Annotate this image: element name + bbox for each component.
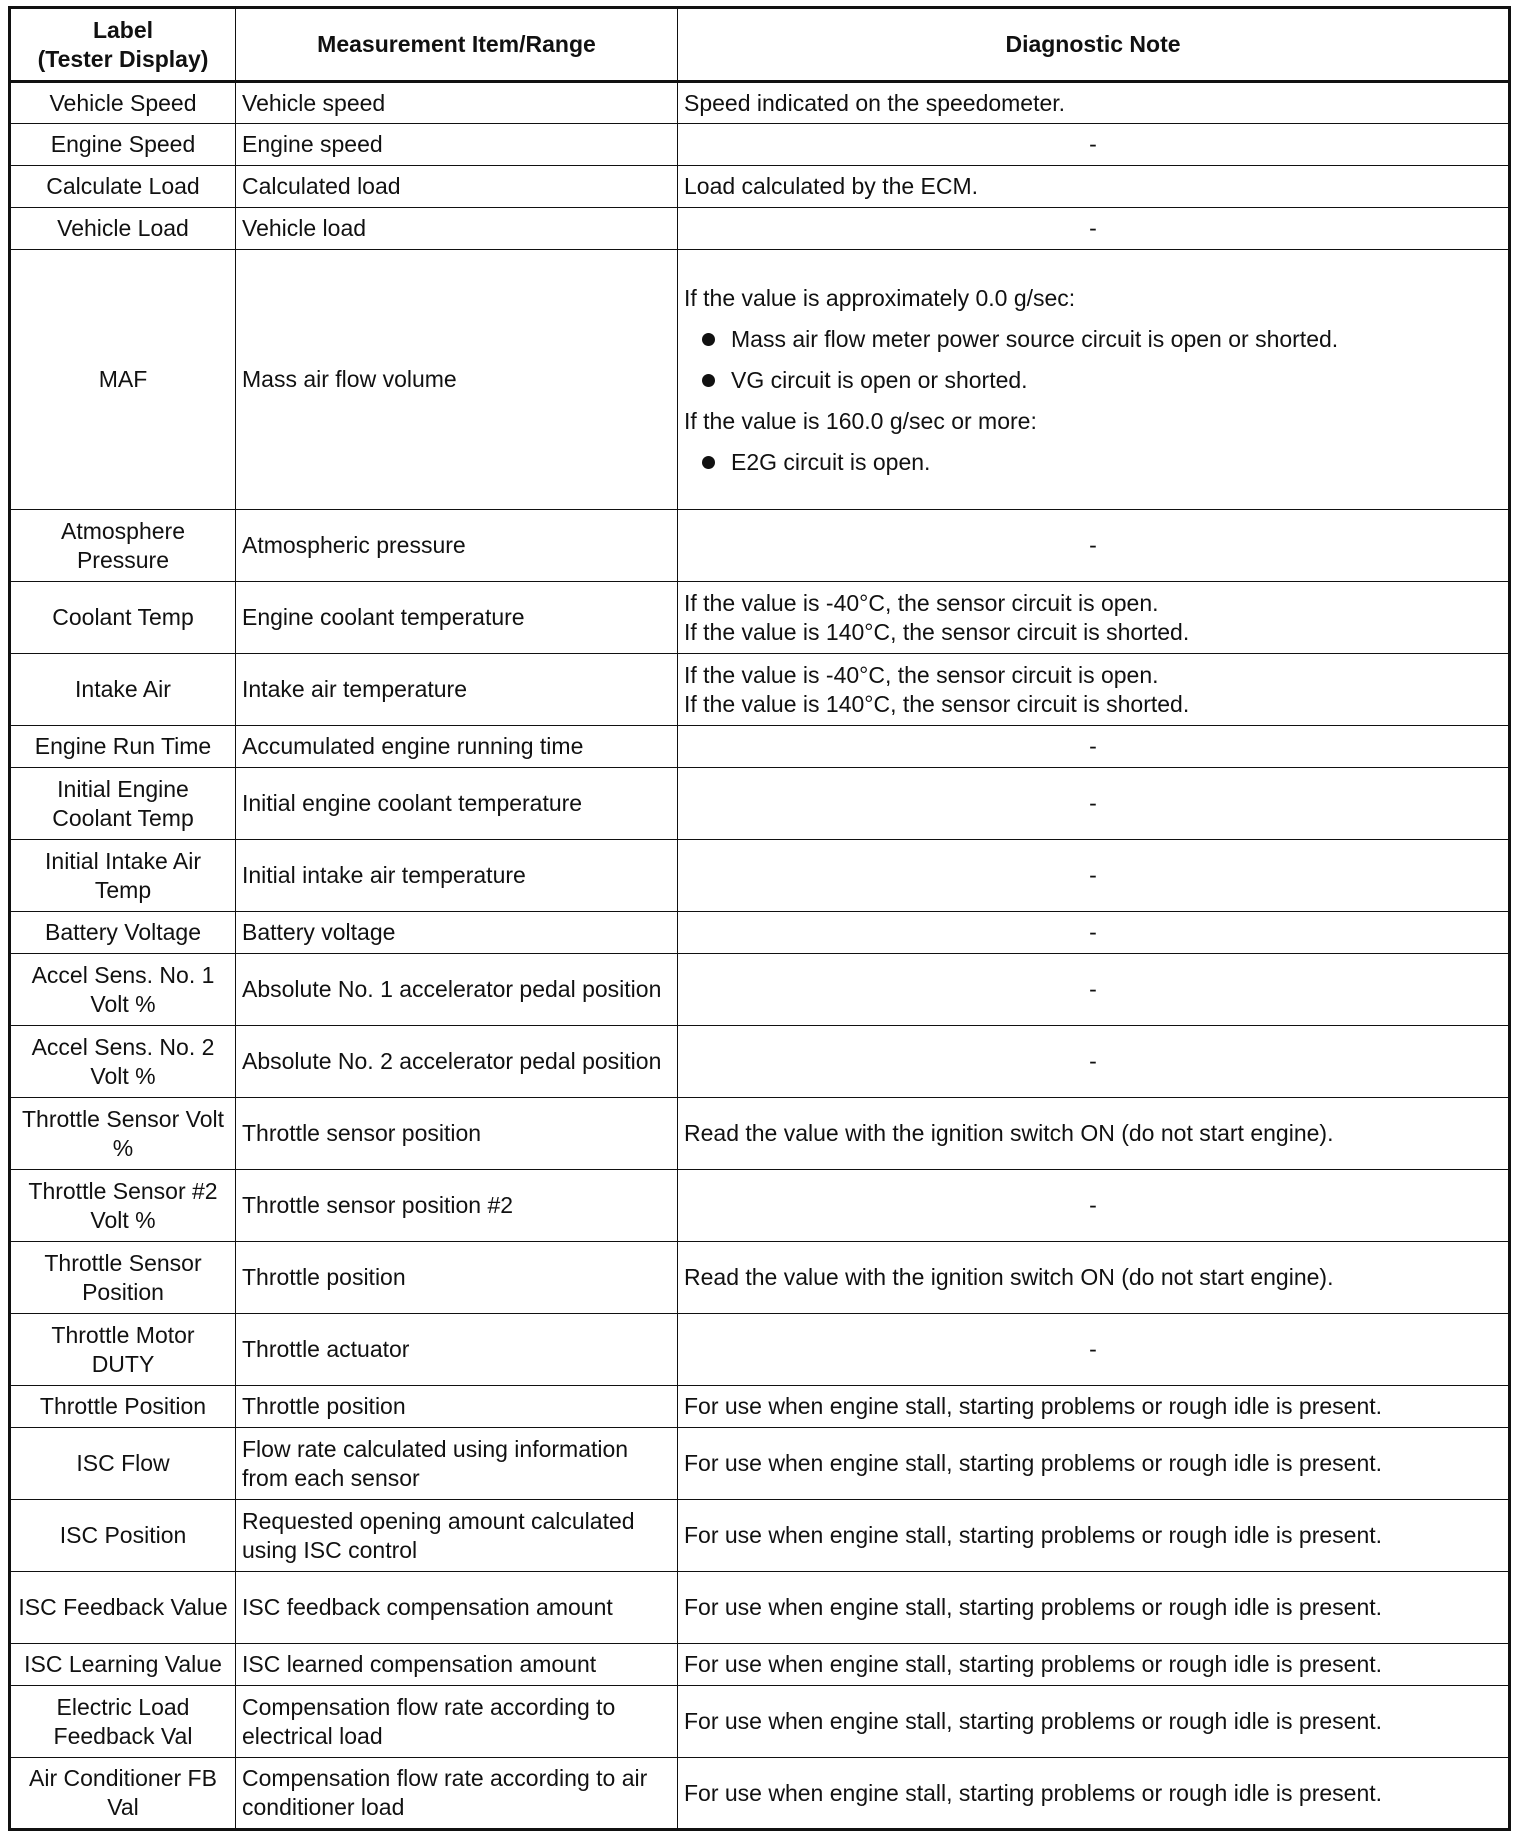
row-label: Throttle Position	[10, 1386, 236, 1428]
table-row	[10, 654, 1510, 726]
bullet-icon	[702, 374, 715, 387]
row-measurement-item: Initial intake air temperature	[236, 840, 678, 912]
note-text: -	[1089, 976, 1097, 1002]
table-row	[10, 1242, 1510, 1314]
row-diagnostic-note	[678, 82, 1510, 124]
row-label: Vehicle Speed	[10, 82, 236, 124]
row-label: Initial Engine Coolant Temp	[10, 768, 236, 840]
note-text: Read the value with the ignition switch ON (do not start engine).	[684, 1264, 1334, 1290]
row-label: Engine Speed	[10, 124, 236, 166]
note-text: For use when engine stall, starting problems or rough idle is present.	[684, 1651, 1383, 1677]
row-measurement-item: Requested opening amount calculated using ISC control	[236, 1500, 678, 1572]
table-row	[10, 1572, 1510, 1644]
row-diagnostic-note	[678, 726, 1510, 768]
row-diagnostic-note	[678, 768, 1510, 840]
row-label: Air Conditioner FB Val	[10, 1758, 236, 1830]
row-label: Engine Run Time	[10, 726, 236, 768]
row-label: ISC Flow	[10, 1428, 236, 1500]
note-text: -	[1089, 862, 1097, 888]
table-row	[10, 1314, 1510, 1386]
bullet-icon	[702, 333, 715, 346]
table-row	[10, 954, 1510, 1026]
row-diagnostic-note	[678, 840, 1510, 912]
row-label: ISC Position	[10, 1500, 236, 1572]
table-row	[10, 1758, 1510, 1830]
row-measurement-item: Flow rate calculated using information from each sensor	[236, 1428, 678, 1500]
row-label: Vehicle Load	[10, 208, 236, 250]
row-measurement-item: Battery voltage	[236, 912, 678, 954]
note-text: If the value is -40°C, the sensor circuit is open. If the value is 140°C, the sensor circuit is shorted.	[684, 661, 1190, 717]
row-measurement-item: Throttle sensor position	[236, 1098, 678, 1170]
note-text: -	[1089, 1336, 1097, 1362]
row-label: ISC Learning Value	[10, 1644, 236, 1686]
row-diagnostic-note	[678, 250, 1510, 510]
header-label: Label (Tester Display)	[10, 8, 236, 82]
row-measurement-item: Engine speed	[236, 124, 678, 166]
row-label: Accel Sens. No. 2 Volt %	[10, 1026, 236, 1098]
table-row	[10, 208, 1510, 250]
row-diagnostic-note	[678, 1242, 1510, 1314]
row-label: ISC Feedback Value	[10, 1572, 236, 1644]
note-text: For use when engine stall, starting problems or rough idle is present.	[684, 1393, 1383, 1419]
row-measurement-item: Throttle position	[236, 1242, 678, 1314]
note-bullet-item	[702, 366, 1502, 394]
table-row	[10, 1098, 1510, 1170]
note-text: If the value is -40°C, the sensor circuit is open. If the value is 140°C, the sensor circuit is shorted.	[684, 589, 1190, 645]
table-row	[10, 1644, 1510, 1686]
note-text: VG circuit is open or shorted.	[731, 366, 1028, 393]
note-text: For use when engine stall, starting problems or rough idle is present.	[684, 1522, 1383, 1548]
note-text: Mass air flow meter power source circuit is open or shorted.	[731, 325, 1339, 352]
table-row	[10, 1386, 1510, 1428]
row-measurement-item: ISC learned compensation amount	[236, 1644, 678, 1686]
row-label: Coolant Temp	[10, 582, 236, 654]
row-measurement-item: Accumulated engine running time	[236, 726, 678, 768]
note-condition	[684, 407, 1502, 435]
row-diagnostic-note	[678, 124, 1510, 166]
note-text: For use when engine stall, starting problems or rough idle is present.	[684, 1450, 1383, 1476]
table-row	[10, 124, 1510, 166]
row-diagnostic-note	[678, 582, 1510, 654]
row-diagnostic-note	[678, 1500, 1510, 1572]
header-diagnostic-note: Diagnostic Note	[678, 8, 1510, 82]
note-text: -	[1089, 215, 1097, 241]
table-row	[10, 82, 1510, 124]
row-label: Battery Voltage	[10, 912, 236, 954]
table-row	[10, 1170, 1510, 1242]
row-label: Throttle Motor DUTY	[10, 1314, 236, 1386]
row-measurement-item: Absolute No. 2 accelerator pedal position	[236, 1026, 678, 1098]
row-measurement-item: ISC feedback compensation amount	[236, 1572, 678, 1644]
row-label: Electric Load Feedback Val	[10, 1686, 236, 1758]
row-label: Atmosphere Pressure	[10, 510, 236, 582]
row-diagnostic-note	[678, 1686, 1510, 1758]
note-condition	[684, 284, 1502, 312]
table-row	[10, 1026, 1510, 1098]
row-measurement-item: Compensation flow rate according to electrical load	[236, 1686, 678, 1758]
row-measurement-item: Vehicle load	[236, 208, 678, 250]
note-bullet-item	[702, 325, 1502, 353]
note-text: -	[1089, 1192, 1097, 1218]
note-text: Load calculated by the ECM.	[684, 173, 979, 199]
table-row	[10, 726, 1510, 768]
row-measurement-item: Throttle sensor position #2	[236, 1170, 678, 1242]
note-text: -	[1089, 131, 1097, 157]
note-text: Speed indicated on the speedometer.	[684, 89, 1066, 116]
note-text: -	[1089, 532, 1097, 558]
row-diagnostic-note	[678, 1758, 1510, 1830]
table-header-row	[10, 8, 1510, 82]
note-text: -	[1089, 790, 1097, 816]
row-label: Accel Sens. No. 1 Volt %	[10, 954, 236, 1026]
table-row	[10, 1686, 1510, 1758]
row-measurement-item: Absolute No. 1 accelerator pedal position	[236, 954, 678, 1026]
table-row	[10, 582, 1510, 654]
table-row	[10, 840, 1510, 912]
row-measurement-item: Atmospheric pressure	[236, 510, 678, 582]
row-diagnostic-note	[678, 208, 1510, 250]
row-diagnostic-note	[678, 1386, 1510, 1428]
row-diagnostic-note	[678, 166, 1510, 208]
note-text: -	[1089, 1048, 1097, 1074]
data-list-table	[8, 6, 1511, 1831]
row-diagnostic-note	[678, 1170, 1510, 1242]
table-row	[10, 166, 1510, 208]
table-row	[10, 510, 1510, 582]
row-diagnostic-note	[678, 510, 1510, 582]
row-measurement-item: Vehicle speed	[236, 82, 678, 124]
note-text: If the value is 160.0 g/sec or more:	[684, 407, 1037, 434]
row-measurement-item: Compensation flow rate according to air conditioner load	[236, 1758, 678, 1830]
row-measurement-item: Engine coolant temperature	[236, 582, 678, 654]
row-diagnostic-note	[678, 1428, 1510, 1500]
row-diagnostic-note	[678, 954, 1510, 1026]
row-label: Throttle Sensor Volt %	[10, 1098, 236, 1170]
table-body	[10, 82, 1510, 1830]
row-label: Throttle Sensor Position	[10, 1242, 236, 1314]
table-row	[10, 1500, 1510, 1572]
row-diagnostic-note	[678, 912, 1510, 954]
note-text: -	[1089, 919, 1097, 945]
row-measurement-item: Throttle position	[236, 1386, 678, 1428]
row-measurement-item: Calculated load	[236, 166, 678, 208]
row-measurement-item: Initial engine coolant temperature	[236, 768, 678, 840]
row-measurement-item: Mass air flow volume	[236, 250, 678, 510]
row-diagnostic-note	[678, 1572, 1510, 1644]
row-diagnostic-note	[678, 654, 1510, 726]
note-bullet-item	[702, 448, 1502, 476]
note-text: -	[1089, 733, 1097, 759]
row-measurement-item: Intake air temperature	[236, 654, 678, 726]
note-text: E2G circuit is open.	[731, 448, 931, 475]
note-text: If the value is approximately 0.0 g/sec:	[684, 284, 1076, 311]
row-label: Initial Intake Air Temp	[10, 840, 236, 912]
header-measurement-item: Measurement Item/Range	[236, 8, 678, 82]
row-label: Calculate Load	[10, 166, 236, 208]
table-row	[10, 768, 1510, 840]
row-label: Intake Air	[10, 654, 236, 726]
data-list-sheet	[8, 6, 1508, 1831]
row-diagnostic-note	[678, 1098, 1510, 1170]
note-text: For use when engine stall, starting problems or rough idle is present.	[684, 1779, 1383, 1806]
table-row	[10, 1428, 1510, 1500]
row-measurement-item: Throttle actuator	[236, 1314, 678, 1386]
row-label: MAF	[10, 250, 236, 510]
row-diagnostic-note	[678, 1314, 1510, 1386]
note-text: For use when engine stall, starting problems or rough idle is present.	[684, 1594, 1383, 1620]
table-row	[10, 912, 1510, 954]
table-row	[10, 250, 1510, 510]
row-label: Throttle Sensor #2 Volt %	[10, 1170, 236, 1242]
note-text: Read the value with the ignition switch ON (do not start engine).	[684, 1120, 1334, 1146]
note-text: For use when engine stall, starting problems or rough idle is present.	[684, 1708, 1383, 1734]
bullet-icon	[702, 456, 715, 469]
row-diagnostic-note	[678, 1644, 1510, 1686]
row-diagnostic-note	[678, 1026, 1510, 1098]
